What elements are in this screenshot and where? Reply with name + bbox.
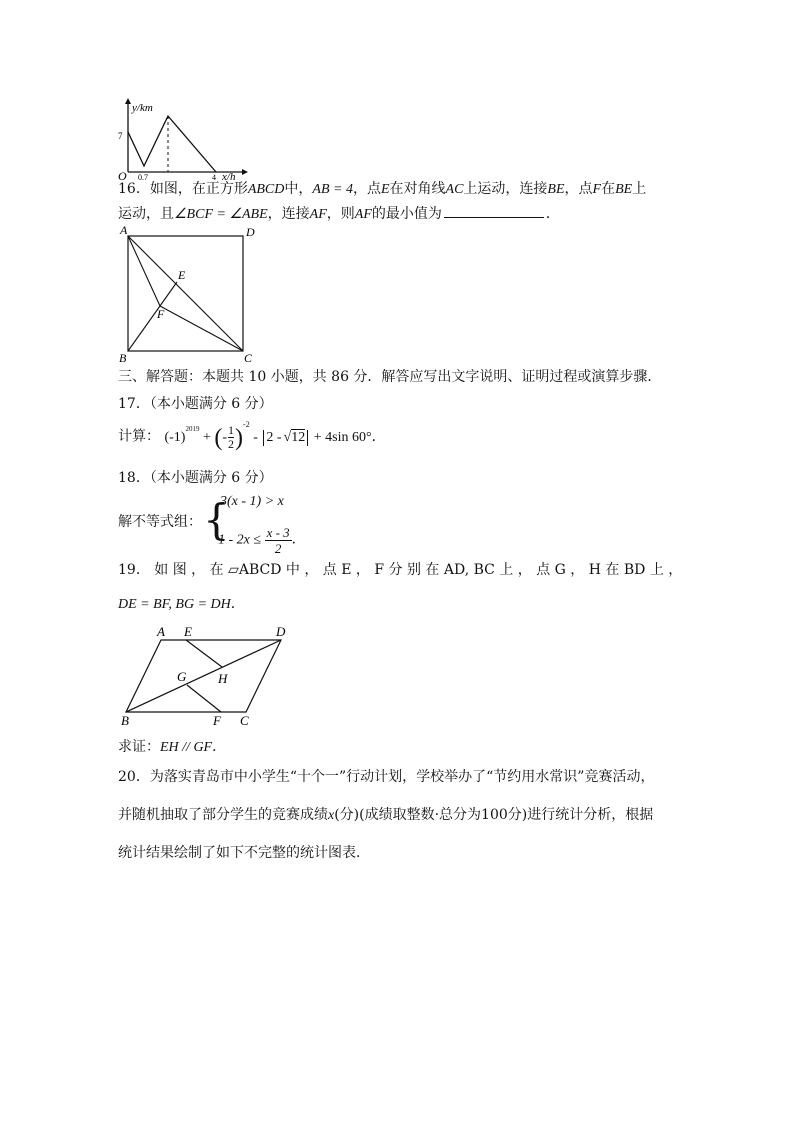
q16-line1 [118, 180, 646, 199]
q16-text: ． [545, 206, 560, 222]
answer-blank[interactable] [444, 203, 544, 218]
q17-plus: + [202, 429, 211, 445]
q18-brace: { [203, 495, 230, 544]
q16-text: ，点 [352, 181, 381, 197]
vertex-label-c: C [244, 351, 253, 364]
q20-line1: 20．为落实青岛市中小学生“十个一”行动计划，学校举办了“节约用水常识”竞赛活动， [118, 769, 655, 785]
point-label-f: F [157, 307, 165, 321]
q18-title: 18．（本小题满分 6 分） [118, 470, 273, 486]
q16-text: ，点 [564, 181, 593, 197]
q16-math: AC [445, 182, 464, 197]
point-label-e: E [184, 626, 192, 639]
q18-ineq2-left: 1 - 2x ≤ [218, 532, 262, 548]
x-axis-label: x/h [222, 171, 236, 182]
x-axis-arrow [242, 169, 248, 175]
q16-text: 上运动，连接 [463, 181, 548, 197]
origin-label: O [118, 169, 127, 182]
q18-ineq1: 3(x - 1) > x [220, 494, 284, 509]
y-axis-label: y/km [132, 102, 153, 114]
point-label-e: E [178, 268, 186, 282]
segment-be [128, 282, 177, 351]
vertex-label-d: D [246, 225, 255, 239]
vertex-label-b: B [119, 351, 127, 364]
q16-text: 在 [601, 181, 616, 197]
q16-text: 16．如图，在正方形 [118, 181, 248, 197]
q20-line2 [118, 806, 653, 825]
q17-frac-den: 2 [228, 437, 235, 451]
vertex-label-a: A [120, 223, 128, 237]
vertex-label-d: D [276, 626, 286, 639]
vertex-label-c: C [240, 713, 249, 726]
q20-text: (分)(成绩取整数·总分为100分)进行统计分析，根据 [334, 807, 654, 823]
diagonal-bd [126, 640, 281, 712]
q18-end: ． [291, 532, 306, 548]
segment-gf [187, 685, 221, 712]
q19-end: ． [230, 597, 245, 612]
graph-line [128, 116, 216, 172]
q19-prove-end: ． [212, 739, 227, 755]
q16-text: ，连接 [267, 206, 310, 222]
segment-fc [160, 306, 243, 351]
q19-prove [118, 738, 226, 757]
q18-frac-num: x - 3 [266, 525, 290, 540]
q16-math: BE [615, 182, 633, 197]
q17-exponent: 2019 [185, 425, 200, 434]
q16-text: 的最小值为 [371, 206, 442, 222]
q17-frac-sign: - [222, 429, 228, 445]
square-figure [116, 222, 266, 364]
q18-frac-den: 2 [274, 541, 282, 556]
q19-given: DE = BF, BG = DH [118, 597, 231, 612]
q17-minus: - [253, 429, 258, 445]
q17-base: (-1) [164, 429, 186, 445]
q16-math: E [380, 182, 390, 197]
q16-text: 中， [284, 181, 313, 197]
q16-math: AF [354, 207, 372, 222]
q16-math: AF [309, 207, 327, 222]
vertex-label-a: A [157, 626, 165, 639]
q19-prove-expr: EH // GF [160, 740, 213, 755]
q18-lead: 解不等式组： [118, 514, 202, 530]
distance-time-graph [112, 96, 252, 182]
section-3-heading: 三、解答题：本题共 10 小题，共 86 分．解答应写出文字说明、证明过程或演算步骤． [118, 369, 662, 385]
q16-math: AB = 4 [312, 182, 353, 197]
q16-math: BE [547, 182, 565, 197]
q19-line1: 19． 如 图 ， 在 ▱ABCD 中 ， 点 E ， F 分 别 在 AD, BC 上 ， 点 G ， H 在 BD 上 ， [118, 562, 683, 578]
q17-tail: + 4sin 60° [313, 429, 372, 445]
q16-text: 上 [632, 181, 647, 197]
q19-line2 [118, 596, 245, 614]
y-axis-arrow [125, 98, 131, 104]
q17-frac-num: 1 [228, 423, 235, 437]
point-label-f: F [213, 713, 221, 726]
tick-0-7: 0.7 [138, 173, 148, 182]
q17-title: 17．（本小题满分 6 分） [118, 396, 273, 412]
q16-text: ，则 [326, 206, 355, 222]
q20-math: x [328, 808, 335, 823]
q20-text: 并随机抽取了部分学生的竞赛成绩 [118, 807, 328, 823]
q16-math: ABCD [247, 182, 285, 197]
q17-end: ． [371, 429, 386, 445]
q17-exponent-2: -2 [243, 420, 250, 430]
q16-text: 在对角线 [389, 181, 446, 197]
point-label-h: H [218, 671, 228, 686]
q20-line3: 统计结果绘制了如下不完整的统计图表． [118, 845, 370, 861]
q18-ineq2 [218, 525, 306, 556]
q16-text: 运动，且 [118, 206, 174, 222]
q17-sqrt-arg: 12 [291, 429, 306, 445]
vertex-label-b: B [121, 713, 129, 726]
parallelogram-figure [116, 626, 296, 726]
segment-af [128, 236, 160, 306]
q17-lead: 计算： [118, 428, 160, 445]
segment-eh [186, 640, 222, 667]
q17-expression: 计算： $(-1)^{2019}$ + (- $\frac{1}{2}$ )$^{-2}$ - 2 - √12 + 4sin 60°． [118, 420, 386, 451]
q17-abs-inner: 2 - [266, 429, 282, 445]
tick-7: 7 [118, 131, 123, 141]
q16-math: F [592, 182, 602, 197]
point-label-g: G [177, 669, 187, 684]
q16-line2 [118, 203, 560, 224]
diagonal-ac [128, 236, 243, 351]
q16-math: ∠BCF = ∠ABE [174, 207, 268, 222]
tick-4: 4 [212, 173, 216, 182]
q19-prove-lead: 求证： [118, 739, 160, 755]
